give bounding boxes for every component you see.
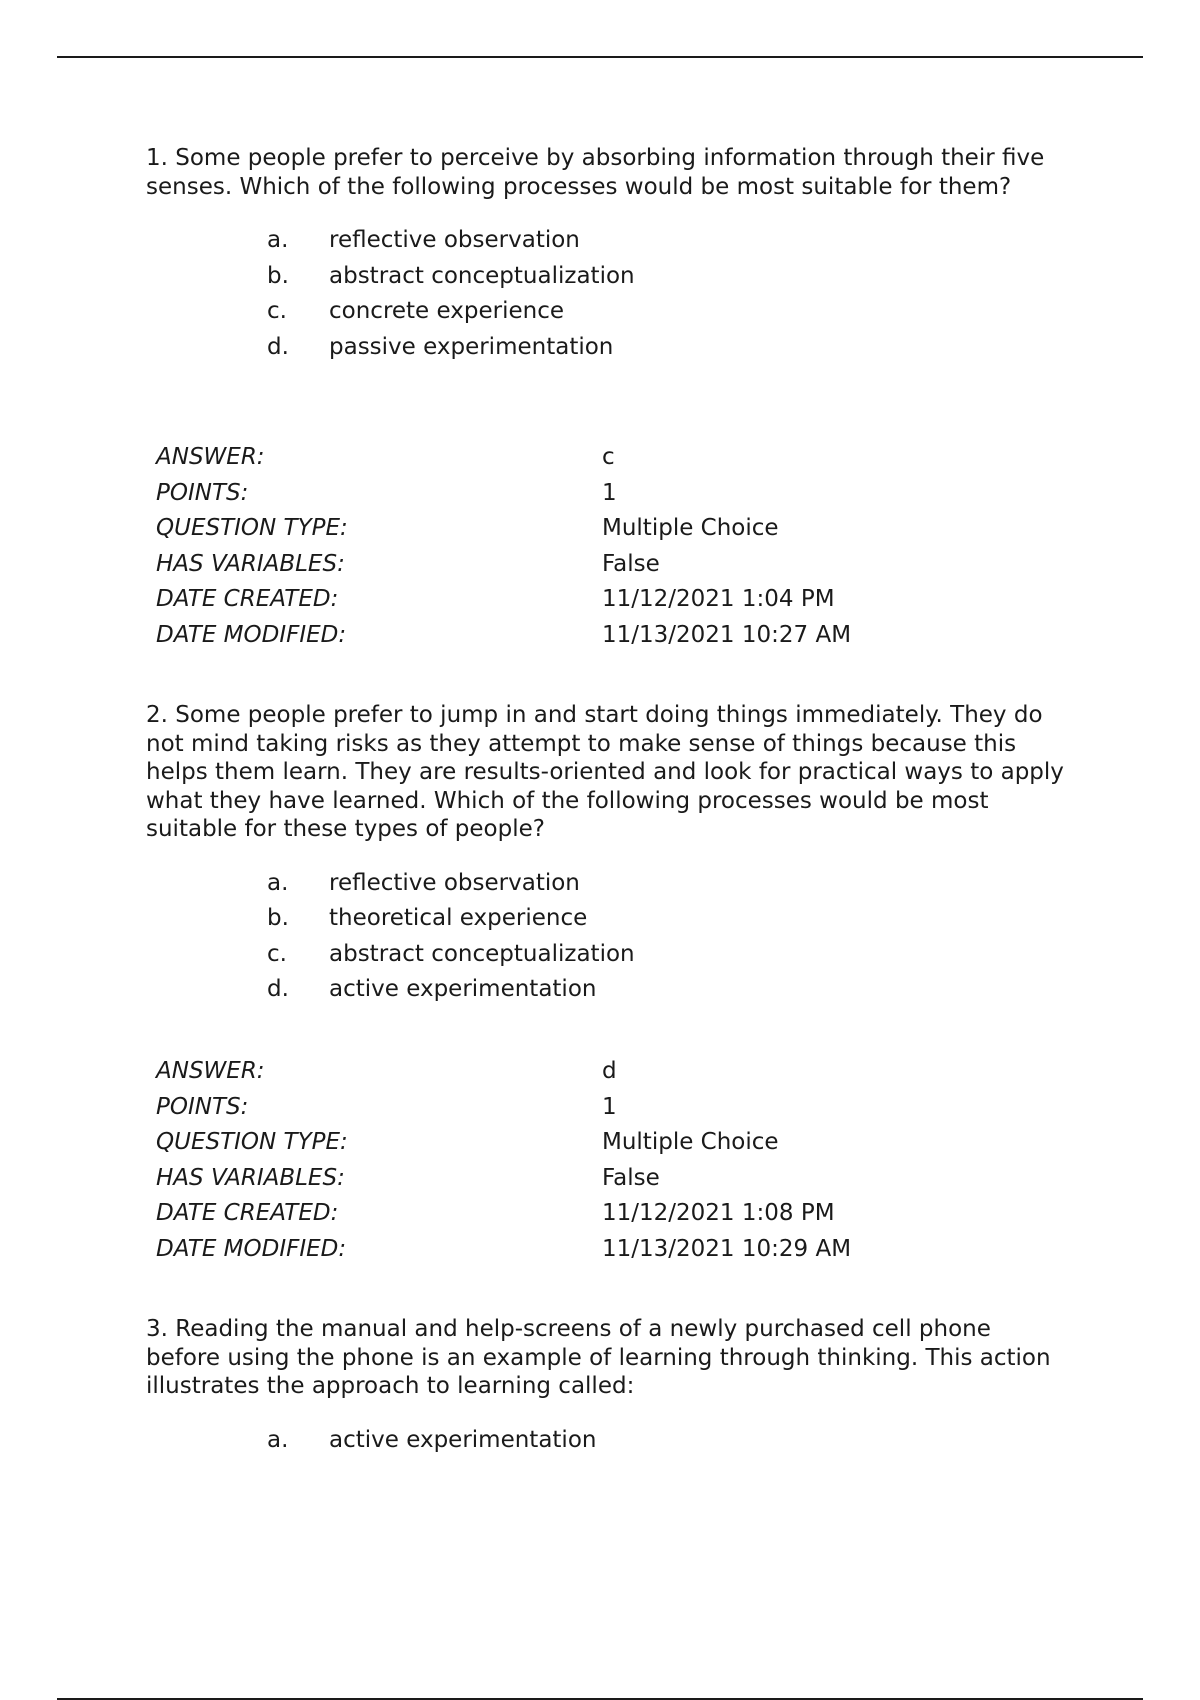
answer-label: ANSWER: [156,1058,265,1084]
answer-row [156,442,956,478]
date-created-label: DATE CREATED: [156,586,339,612]
choice-a [146,1425,1066,1461]
choice-letter: a. [267,227,289,253]
question-type-row [156,513,956,549]
answer-value: c [602,444,615,470]
points-label: POINTS: [156,479,249,506]
question-2 [146,701,1066,1010]
choice-text: active experimentation [329,976,597,1002]
has-variables-row [156,1163,956,1199]
date-created-value: 11/12/2021 1:04 PM [602,586,835,612]
date-created-label: DATE CREATED: [156,1200,339,1226]
question-1 [146,144,1066,367]
date-created-row [156,584,956,620]
question-1-metadata [156,442,956,655]
question-3 [146,1315,1066,1460]
choice-text: reflective observation [329,227,580,253]
choice-b [146,261,1066,297]
choice-c [146,296,1066,332]
choice-letter: d. [267,976,289,1002]
choice-letter: c. [267,298,287,324]
question-type-row [156,1127,956,1163]
answer-choices [146,1425,1066,1461]
points-label: POINTS: [156,1093,249,1120]
answer-value: d [602,1058,617,1084]
answer-choices [146,225,1066,367]
answer-label: ANSWER: [156,444,265,470]
date-modified-value: 11/13/2021 10:27 AM [602,621,852,648]
date-modified-value: 11/13/2021 10:29 AM [602,1235,852,1262]
choice-text: active experimentation [329,1426,597,1453]
choice-text: abstract conceptualization [329,940,635,967]
choice-letter: a. [267,869,289,896]
choice-d [146,974,1066,1010]
choice-a [146,868,1066,904]
choice-d [146,332,1066,368]
choice-text: passive experimentation [329,333,614,360]
has-variables-label: HAS VARIABLES: [156,1164,345,1191]
date-modified-row [156,1234,956,1270]
points-row [156,1092,956,1128]
question-type-value: Multiple Choice [602,515,779,541]
points-value: 1 [602,1093,617,1120]
choice-a [146,225,1066,261]
has-variables-value: False [602,1164,660,1191]
choice-text: reflective observation [329,869,580,896]
answer-choices [146,868,1066,1010]
answer-row [156,1056,956,1092]
question-type-label: QUESTION TYPE: [156,515,348,541]
choice-text: theoretical experience [329,905,588,931]
choice-letter: b. [267,905,289,931]
date-modified-label: DATE MODIFIED: [156,621,347,648]
choice-c [146,939,1066,975]
has-variables-label: HAS VARIABLES: [156,550,345,577]
date-created-row [156,1198,956,1234]
choice-text: abstract conceptualization [329,262,635,289]
choice-letter: d. [267,333,289,360]
question-type-label: QUESTION TYPE: [156,1129,348,1155]
choice-letter: a. [267,1426,289,1453]
choice-letter: b. [267,262,289,289]
has-variables-row [156,549,956,585]
date-modified-row [156,620,956,656]
points-row [156,478,956,514]
date-created-value: 11/12/2021 1:08 PM [602,1200,835,1226]
question-stem: 1. Some people prefer to perceive by absorbing information through their five senses. Which of the following processes would be most suitable for them? [146,145,1045,200]
choice-text: concrete experience [329,298,564,324]
points-value: 1 [602,479,617,506]
header-rule [57,56,1143,58]
date-modified-label: DATE MODIFIED: [156,1235,347,1262]
question-stem: 2. Some people prefer to jump in and start doing things immediately. They do not mind taking risks as they attempt to make sense of things because this helps them learn. They are results-oriented and look for practical ways to apply what they have learned. Which of the following processes would be most suitable for these types of people? [146,702,1064,842]
has-variables-value: False [602,550,660,577]
choice-b [146,903,1066,939]
question-stem: 3. Reading the manual and help-screens of a newly purchased cell phone before using the phone is an example of learning through thinking. This action illustrates the approach to learning called: [146,1316,1051,1399]
question-2-metadata [156,1056,956,1269]
choice-letter: c. [267,940,287,967]
question-type-value: Multiple Choice [602,1129,779,1155]
